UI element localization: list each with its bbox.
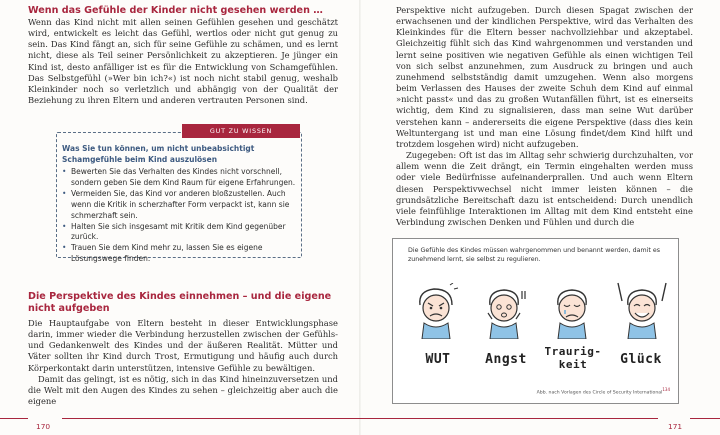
emotion-label-glueck: Glück — [620, 352, 662, 367]
credit-reference: 134 — [662, 387, 670, 392]
footer-rule-right — [360, 418, 658, 419]
info-box-item: • Halten Sie sich insgesamt mit Kritik dem Kind gegenüber zurück. — [62, 222, 298, 244]
heading-shame: Wenn das Gefühle der Kinder nicht gesehen werden … — [28, 5, 323, 16]
scared-child-illustration — [478, 283, 530, 339]
credit-text: Abb. nach Vorlagen des Circle of Security International — [536, 390, 663, 396]
left-paragraph-2: Die Hauptaufgabe von Eltern besteht in dieser Entwicklungsphase darin, immer wieder die Verbindung herzustellen zwischen der Gefühls- und Gedankenwelt des Kindes und der äußeren Realität. Mütter und Väter sollten ihr Kind durch Trost, Ermutigung und häufig auch durch Körperkontakt darin unterstützen, intensive Gefühle zu bewältigen. Damit das gelingt, ist es nötig, sich in das Kind hineinzuversetzen und die Welt mit den Augen des Kindes zu sehen – gleichzeitig aber auch die eigene — [28, 318, 338, 407]
right-paragraph-1: Perspektive nicht aufzugeben. Durch diesen Spagat zwischen der erwachsenen und der kindlichen Perspektive, wird das Verhalten des Kleinkindes für die Eltern besser nachvollziehbar und akzeptabel. Gleichzeitig fühlt sich das Kind wahrgenommen und verstanden und lernt seine positiven wie negativen Gefühle als einen wichtigen Teil von sich selbst anzunehmen, zum Ausdruck zu bringen und auch zunehmend selbstständig damit umzugehen. Wenn also morgens beim Verlassen des Hauses der zweite Schuh dem Kind auf einmal »nicht passt« und das zu großen Wutanfällen führt, ist es einerseits wichtig, dem Kind zu signalisieren, dass man seine Wut darüber verstehen kann – andererseits die eigene Perspektive (dass dies kein Weltuntergang ist und man eine Lösung findet/dem Kind hilft und trotzdem losgehen wird) nicht aufzugeben. Zugegeben: Oft ist das im Alltag sehr schwierig durchzuhalten, vor allem wenn die Zeit drängt, ein Termin eingehalten werden muss oder viele Bedürfnisse aufeinanderprallen. Und auch wenn Eltern diesen Perspektivwechsel nicht immer leisten können – die grundsätzliche Bereitschaft dazu ist entscheidend: Durch unendlich viele feinfühlige Interaktionen im Alltag mit dem Kind entsteht eine Verbindung zwischen Denken und Fühlen und durch die — [396, 5, 693, 227]
info-box-title: Was Sie tun können, um nicht unbeabsichtigt Schamgefühle beim Kind auszulösen — [62, 144, 255, 164]
sad-child-illustration — [546, 283, 598, 339]
emotion-label-traurigkeit: Traurig-keit — [544, 345, 602, 371]
angry-child-illustration — [410, 283, 462, 339]
emotion-label-angst: Angst — [485, 352, 527, 367]
info-box-tab: GUT ZU WISSEN — [182, 124, 300, 138]
illustration-credit — [520, 387, 670, 396]
book-gutter — [359, 0, 361, 435]
heading-perspective: Die Perspektive des Kindes einnehmen – und die eigene nicht aufgeben — [28, 291, 332, 314]
info-box-item: • Vermeiden Sie, das Kind vor anderen bloßzustellen. Auch wenn die Kritik in scherzhafter Form verpackt ist, kann sie schmerzhaft sein. — [62, 189, 298, 222]
footer-rule-left-2 — [62, 418, 360, 419]
info-box-item: • Bewerten Sie das Verhalten des Kindes nicht vorschnell, sondern geben Sie dem Kind Raum für eigene Erfahrungen. — [62, 167, 298, 189]
left-paragraph-1: Wenn das Kind nicht mit allen seinen Gefühlen gesehen und geschätzt wird, entwickelt es leicht das Gefühl, wertlos oder nicht gut genug zu sein. Das Kind fängt an, sich für seine Gefühle zu schämen, und es lernt nicht, diese als Teil seiner Persönlichkeit zu akzeptieren. Je jünger ein Kind ist, desto anfälliger ist es für die Entwicklung von Schamgefühlen. Das Selbstgefühl (»Wer bin ich?«) ist noch nicht stabil genug, weshalb Kleinkinder noch so verletzlich und abhängig von der Qualität der Beziehung zu ihren Eltern und anderen vertrauten Personen sind. — [28, 17, 338, 106]
info-box-list — [62, 167, 298, 265]
footer-rule-right-2 — [690, 418, 720, 419]
emotion-label-wut: WUT — [425, 352, 451, 367]
illustration-caption: Die Gefühle des Kindes müssen wahrgenommen und benannt werden, damit es zunehmend lernt, sie selbst zu regulieren. — [408, 247, 660, 263]
happy-child-illustration — [616, 281, 668, 339]
footer-rule-left — [0, 418, 28, 419]
info-box-item: • Trauen Sie dem Kind mehr zu, lassen Sie es eigene Lösungswege finden. — [62, 243, 298, 265]
page-number-right: 171 — [668, 422, 683, 431]
page-number-left: 170 — [36, 422, 51, 431]
